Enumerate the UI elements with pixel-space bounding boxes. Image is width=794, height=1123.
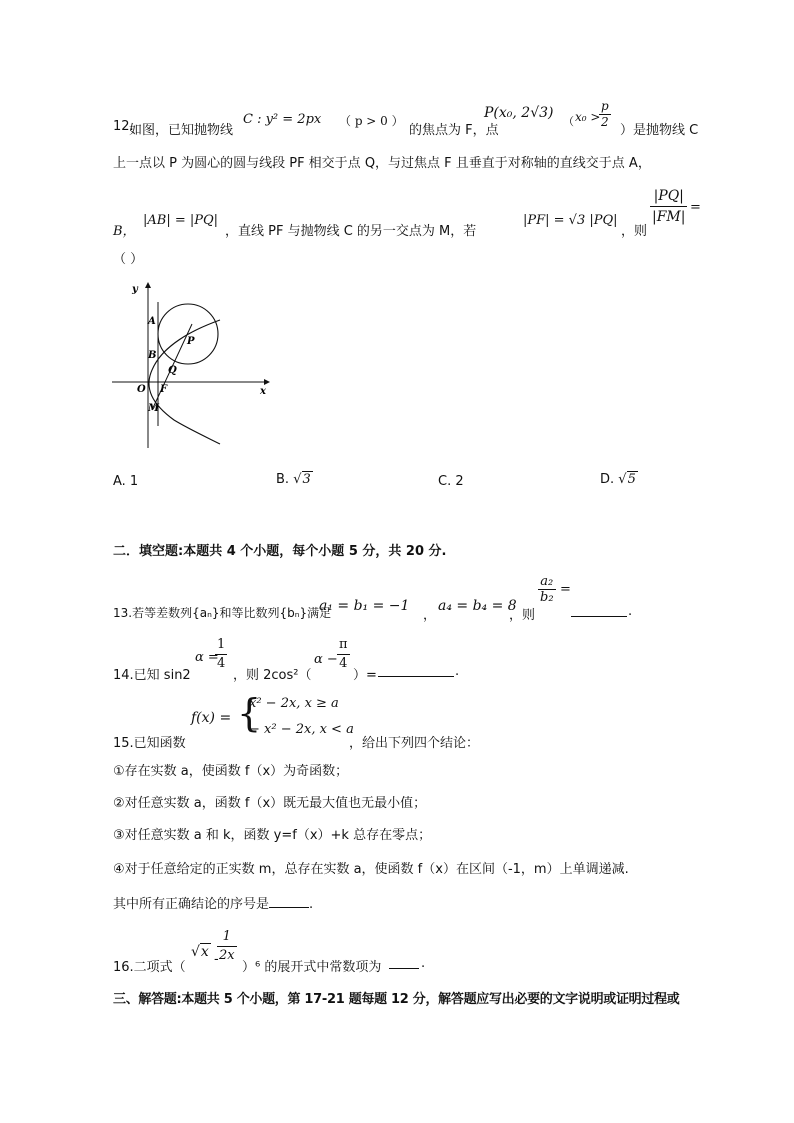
q12-intro-text: 如图，已知抛物线 [129,123,234,138]
q14-close: ）= [353,668,377,683]
q15-answer-blank[interactable] [269,895,309,908]
q12-line1-end: ）是抛物线 C [620,123,699,138]
q13-end: . [628,604,633,619]
q12-p-half: $\frac{p}{2}$ [601,99,609,129]
q14-pi-quarter: $\frac{\pi}{4}$ [339,637,348,671]
q13-text: 13.若等差数列{aₙ}和等比数列{bₙ}满足 [113,606,332,620]
q16-fraction: $\frac{1}{2x}$ [219,929,235,963]
q15-statement-1: ①存在实数 a，使函数 f（x）为奇函数； [113,764,349,779]
q16-text: 16.二项式（ [113,960,186,975]
label-x: x [260,386,266,397]
section2-heading: 二．填空题:本题共 4 个小题，每个小题 5 分，共 20 分. [113,544,447,559]
q14-text: 14.已知 sin2 [113,668,191,683]
label-q: Q [168,365,177,376]
q12-answer-paren: （ ） [113,252,144,267]
q16-minus: - [214,952,219,967]
label-y: y [132,284,138,295]
x-axis-arrow [264,379,270,385]
q14-line [113,634,513,684]
q15-ask-line [113,893,313,912]
label-o: O [137,384,146,395]
q13-equals: = [560,582,571,597]
q12-ab-equals-pq: |AB| = |PQ| [143,213,219,228]
q15-case1: x² − 2x, x ≥ a [249,696,339,711]
q15-statement-3: ③对任意实数 a 和 k，函数 y=f（x）+k 总存在零点； [113,828,432,843]
q12-curve-equation: C : y² = 2px [243,112,322,127]
q15-ask: 其中所有正确结论的序号是 [113,897,270,912]
q12-pf-equation: |PF| = √3 |PQ| [523,213,618,228]
q12-then-text: ，则 [621,224,648,239]
q14-arg: α − [314,652,338,667]
label-p: P [187,336,195,347]
q16-line [113,928,473,974]
q12-line2: 上一点以 P 为圆心的圆与线段 PF 相交于点 Q，与过焦点 F 且垂直于对称轴的直线交于点 A， [113,156,651,171]
q13-sep: ， [423,608,437,623]
q15-line [113,691,533,751]
q13-answer-blank[interactable] [571,604,627,617]
q12-line3-text: ，直线 PF 与抛物线 C 的另一交点为 M，若 [225,224,477,239]
q12-focus-text: 的焦点为 F，点 [409,123,499,138]
q13-eq1: a₁ = b₁ = −1 [319,598,410,614]
q13-then: ，则 [509,608,536,623]
q15-statement-4: ④对于任意给定的正实数 m，总存在实数 a，使函数 f（x）在区间（-1，m）上单调递减. [113,862,629,877]
q13-line [113,574,673,624]
q14-cos-text: ，则 2cos²（ [233,668,312,683]
q16-answer-blank[interactable] [389,956,419,969]
y-axis-arrow [145,282,151,288]
q12-x0-condition: x₀ > [575,110,601,124]
q15-statement-2: ②对任意实数 a，函数 f（x）既无最大值也无最小值； [113,796,427,811]
q13-eq2: a₄ = b₄ = 8 [438,598,517,614]
q15-text-b: ，给出下列四个结论： [349,736,480,751]
q14-quarter: $\frac{1}{4}$ [217,637,226,671]
q16-text-b: ）⁶ 的展开式中常数项为 [242,960,382,975]
q12-p-condition: （ p > 0 ） [339,114,404,128]
label-b: B [148,350,157,361]
q15-brace: { [237,691,262,735]
option-d[interactable]: D. √5 [600,472,636,487]
section3-heading: 三、解答题:本题共 5 个小题，第 17-21 题每题 12 分，解答题应写出必要的文字说明或证明过程或 [113,992,680,1007]
option-c[interactable]: C. 2 [438,474,464,489]
q16-end: . [421,956,426,971]
q12-number: 12. [113,119,134,134]
label-a: A [148,316,156,327]
q12-x0-open: （ [563,115,574,128]
q12-line3 [113,186,703,239]
q12-ratio-fraction: $\frac{|PQ|}{|FM|}$ [652,188,686,225]
q16-sqrt-x: √x [191,944,209,960]
q12-point-p: P(x₀, 2√3) [484,105,554,121]
label-f: F [160,384,168,395]
q13-fraction: $\frac{\text{a₂}}{\text{b₂}}$ [540,574,554,605]
q12-figure [112,280,272,450]
q12-b-label: B， [113,224,136,239]
q14-answer-blank[interactable] [378,664,454,677]
q15-f-lhs: f(x) = [191,710,232,726]
q15-end: . [309,897,314,912]
option-a[interactable]: A. 1 [113,474,139,489]
q15-case2: − x² − 2x, x < a [249,722,354,737]
label-m: M [148,403,160,414]
q15-text: 15.已知函数 [113,736,186,751]
q14-end: . [455,664,460,679]
option-b[interactable]: B. √3 [276,472,311,487]
q14-alpha: α = [195,650,219,665]
q12-ratio-equals: = [690,200,701,215]
